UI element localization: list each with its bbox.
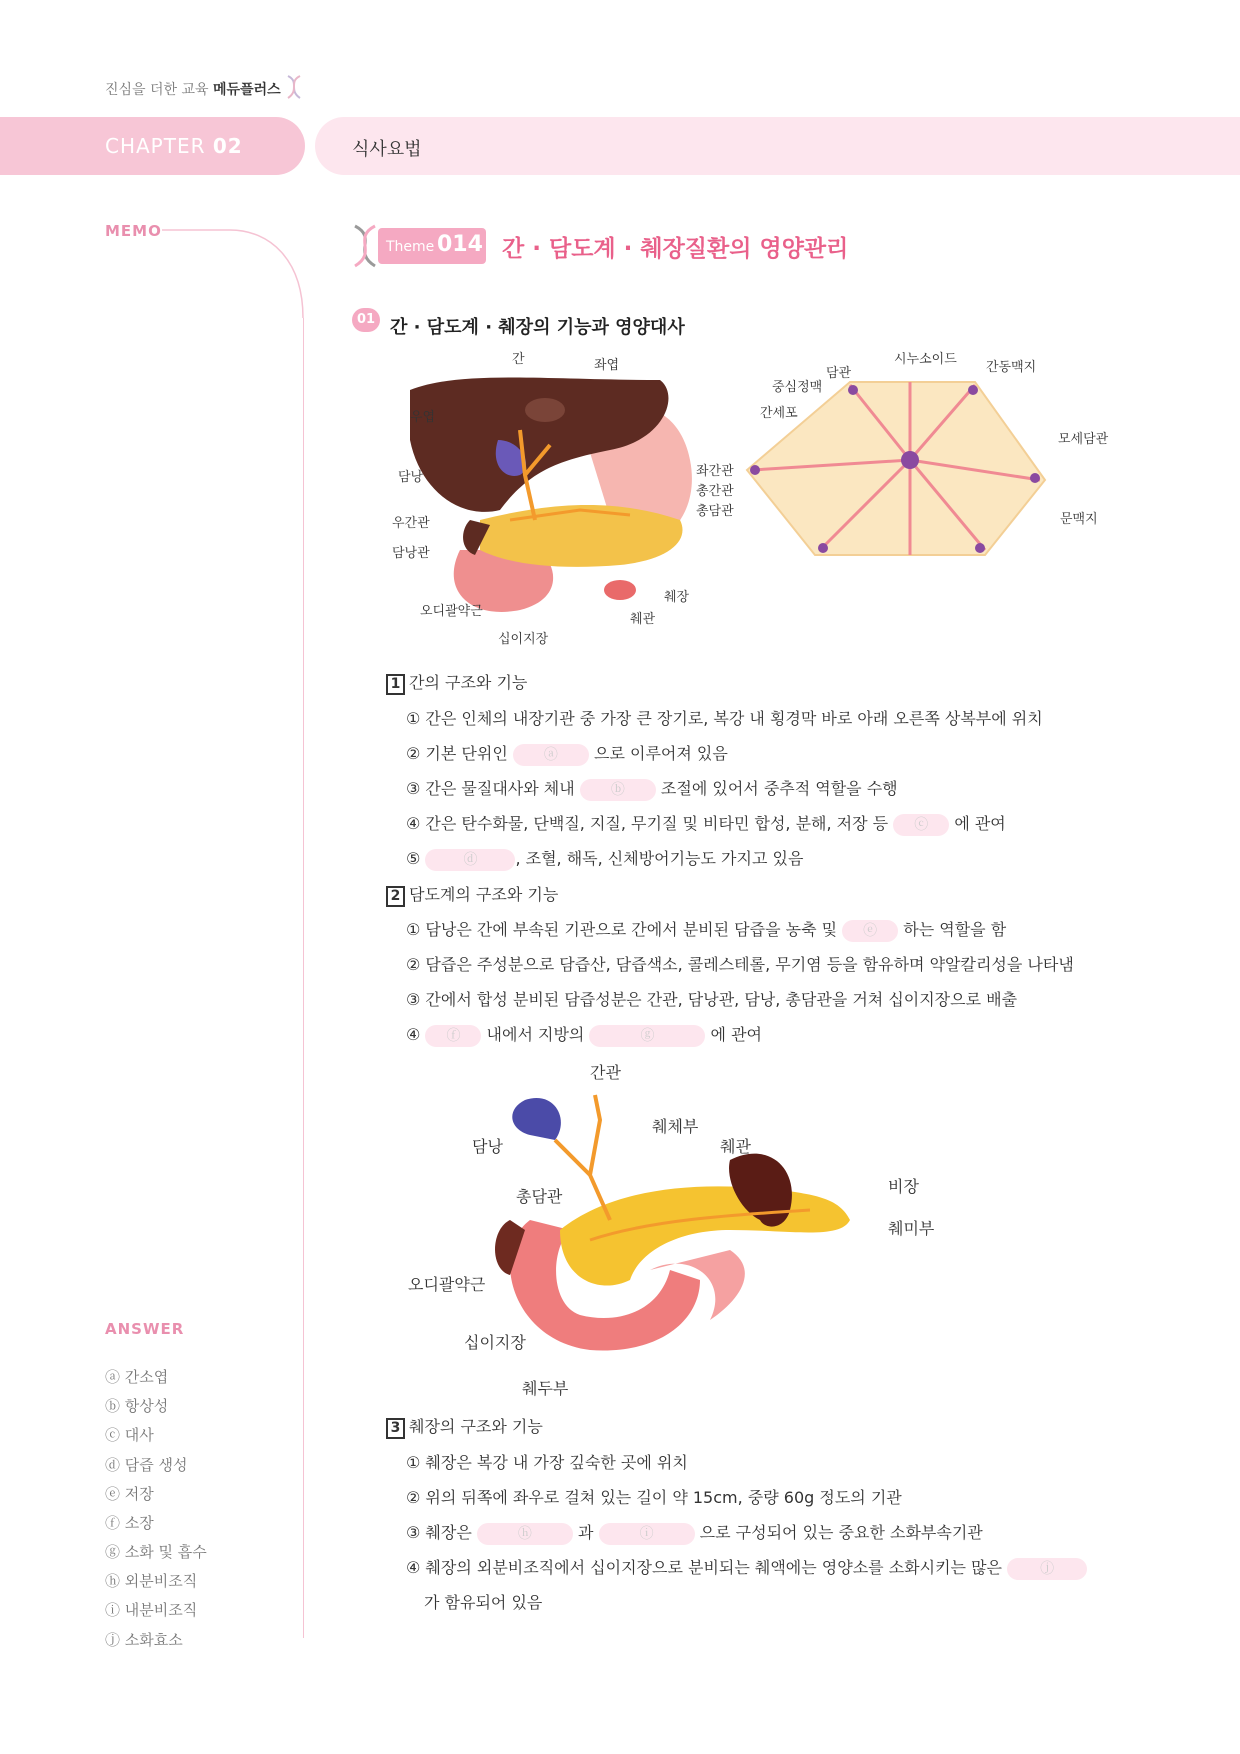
answer-item: ⓖ 소화 및 흡수	[105, 1543, 207, 1561]
fig3-label-gallbladder: 담낭	[472, 1137, 503, 1156]
block1-number: 1	[386, 674, 405, 695]
block3-item-4	[406, 1555, 1087, 1580]
fig1-label-common-bile-duct: 총담관	[696, 504, 734, 519]
block1-item-2-text-b: 으로 이루어져 있음	[593, 744, 728, 763]
block3-item-3-text-c: 으로 구성되어 있는 중요한 소화부속기관	[699, 1523, 983, 1542]
block3-number: 3	[386, 1418, 405, 1439]
answer-item: ⓔ 저장	[105, 1485, 154, 1503]
theme-badge	[378, 228, 486, 264]
fig2-label-hepatocyte: 간세포	[760, 406, 798, 421]
fig1-label-right-hepatic-duct: 우간관	[392, 516, 430, 531]
fig3-label-pancreas-head: 췌두부	[522, 1379, 569, 1398]
fig1-label-right-lobe: 우엽	[410, 410, 436, 425]
fig1-label-left-lobe: 좌엽	[594, 358, 620, 373]
answer-item: ⓙ 소화효소	[105, 1631, 183, 1649]
block1-item-1: ① 간은 인체의 내장기관 중 가장 큰 장기로, 복강 내 횡경막 바로 아래 오른쪽 상복부에 위치	[406, 709, 1043, 728]
fig3-label-duodenum: 십이지장	[464, 1333, 526, 1352]
block2-item-3: ③ 간에서 합성 분비된 담즙성분은 간관, 담낭관, 담낭, 총담관을 거쳐 십이지장으로 배출	[406, 990, 1018, 1009]
fig3-label-spleen: 비장	[888, 1177, 919, 1196]
fig3-label-common-bile-duct: 총담관	[516, 1187, 563, 1206]
blank-h: ⓗ	[477, 1523, 573, 1545]
brand-logo-text	[105, 74, 303, 100]
fig1-label-pancreas: 췌장	[664, 590, 690, 605]
blank-b: ⓑ	[580, 779, 656, 801]
block2-item-1-text-b: 하는 역할을 함	[903, 920, 1007, 939]
memo-label: MEMO	[105, 222, 162, 240]
fig1-label-gallbladder: 담낭	[398, 470, 424, 485]
block1-item-4-text-a: ④ 간은 탄수화물, 단백질, 지질, 무기질 및 비타민 합성, 분해, 저장 등	[406, 814, 889, 833]
blank-g: ⓖ	[589, 1025, 705, 1047]
block3-item-3	[406, 1520, 983, 1545]
memo-vertical-line	[303, 318, 304, 1638]
block2-item-4	[406, 1022, 762, 1047]
brand-prefix: 진심을 더한 교육	[105, 82, 209, 98]
answer-title: ANSWER	[105, 1320, 185, 1338]
block2-number: 2	[386, 886, 405, 907]
block3-item-2: ② 위의 뒤쪽에 좌우로 걸쳐 있는 길이 약 15cm, 중량 60g 정도의 기관	[406, 1488, 902, 1507]
fig2-label-bile-canaliculus: 모세담관	[1058, 432, 1109, 447]
block1-item-3	[406, 776, 898, 801]
block3-heading	[386, 1414, 543, 1439]
blank-j: ⓙ	[1007, 1558, 1087, 1580]
fig3-label-pancreas-body: 췌체부	[652, 1117, 699, 1136]
memo-divider-curve	[160, 220, 310, 320]
blank-a: ⓐ	[513, 744, 589, 766]
block1-heading	[386, 670, 527, 695]
block2-item-4-text-c: 에 관여	[710, 1025, 763, 1044]
block1-item-2-text-a: ② 기본 단위인	[406, 744, 508, 763]
block1-item-3-text-a: ③ 간은 물질대사와 체내	[406, 779, 575, 798]
block2-item-2: ② 담즙은 주성분으로 담즙산, 담즙색소, 콜레스테롤, 무기염 등을 함유하며 약알칼리성을 나타냄	[406, 955, 1074, 974]
fig2-label-hepatic-artery: 간동맥지	[986, 360, 1037, 375]
theme-title: 간 · 담도계 · 췌장질환의 영양관리	[502, 236, 849, 262]
block3-item-1: ① 췌장은 복강 내 가장 깊숙한 곳에 위치	[406, 1453, 688, 1472]
block3-item-4-cont: 가 함유되어 있음	[424, 1593, 543, 1612]
fig3-label-pancreatic-duct: 췌관	[720, 1137, 751, 1156]
answer-item: ⓐ 간소엽	[105, 1368, 169, 1386]
fig2-label-portal-vein: 문맥지	[1060, 512, 1098, 527]
section-title: 식사요법	[352, 139, 422, 160]
chapter-number: 02	[212, 134, 243, 158]
block1-item-3-text-b: 조절에 있어서 중추적 역할을 수행	[660, 779, 898, 798]
fig3-label-oddi: 오디괄약근	[408, 1275, 486, 1294]
fig3-label-hepatic-duct: 간관	[590, 1063, 621, 1082]
block1-item-2	[406, 741, 728, 766]
answer-item: ⓒ 대사	[105, 1426, 154, 1444]
fig2-label-bile-duct: 담관	[826, 366, 852, 381]
block3-item-3-text-b: 과	[578, 1523, 594, 1542]
fig1-label-pancreatic-duct: 췌관	[630, 612, 656, 627]
block1-title: 간의 구조와 기능	[409, 673, 528, 692]
fig1-label-cystic-duct: 담낭관	[392, 546, 430, 561]
theme-number: 014	[437, 232, 483, 257]
fig1-label-left-hepatic-duct: 좌간관	[696, 464, 734, 479]
fig1-label-common-hepatic-duct: 총간관	[696, 484, 734, 499]
block1-item-4-text-b: 에 관여	[954, 814, 1006, 833]
chapter-word: CHAPTER	[105, 134, 206, 158]
theme-label: Theme	[386, 239, 435, 255]
fig1-label-duodenum: 십이지장	[498, 632, 549, 647]
block1-item-5	[406, 846, 803, 871]
section-heading: 간 · 담도계 · 췌장의 기능과 영양대사	[390, 317, 685, 338]
blank-e: ⓔ	[842, 920, 898, 942]
block3-title: 췌장의 구조와 기능	[409, 1417, 543, 1436]
blank-d: ⓓ	[425, 849, 515, 871]
block2-item-1-text-a: ① 담낭은 간에 부속된 기관으로 간에서 분비된 담즙을 농축 및	[406, 920, 838, 939]
chapter-label	[105, 134, 243, 158]
block1-item-4	[406, 811, 1006, 836]
dna-theme-icon	[350, 224, 380, 268]
fig3-label-pancreas-tail: 췌미부	[888, 1219, 935, 1238]
answer-item: ⓗ 외분비조직	[105, 1572, 198, 1590]
blank-c: ⓒ	[893, 814, 949, 836]
block2-item-1	[406, 917, 1006, 942]
answer-item: ⓑ 항상성	[105, 1397, 169, 1415]
block3-item-3-text-a: ③ 췌장은	[406, 1523, 472, 1542]
fig1-label-oddi: 오디괄약근	[420, 604, 483, 619]
block2-item-4-text-a: ④	[406, 1025, 421, 1044]
fig2-label-sinusoid: 시누소이드	[894, 352, 957, 367]
block3-item-4-text-a: ④ 췌장의 외분비조직에서 십이지장으로 분비되는 췌액에는 영양소를 소화시키는 많은	[406, 1558, 1002, 1577]
section-title-bar	[315, 117, 1240, 175]
fig1-label-liver: 간	[512, 352, 525, 367]
dna-icon	[285, 74, 303, 100]
block1-item-5-text-a: ⑤	[406, 849, 421, 868]
answer-item: ⓕ 소장	[105, 1514, 154, 1532]
block2-title: 담도계의 구조와 기능	[409, 885, 559, 904]
block2-item-4-text-b: 내에서 지방의	[486, 1025, 585, 1044]
blank-f: ⓕ	[425, 1025, 481, 1047]
block2-heading	[386, 882, 558, 907]
fig2-label-central-vein: 중심정맥	[772, 380, 823, 395]
blank-i: ⓘ	[599, 1523, 695, 1545]
answer-item: ⓓ 담즙 생성	[105, 1456, 188, 1474]
section-number: 01	[352, 308, 380, 332]
answer-item: ⓘ 내분비조직	[105, 1601, 198, 1619]
brand-name: 메듀플러스	[213, 82, 281, 98]
block1-item-5-text-b: , 조혈, 해독, 신체방어기능도 가지고 있음	[515, 849, 804, 868]
